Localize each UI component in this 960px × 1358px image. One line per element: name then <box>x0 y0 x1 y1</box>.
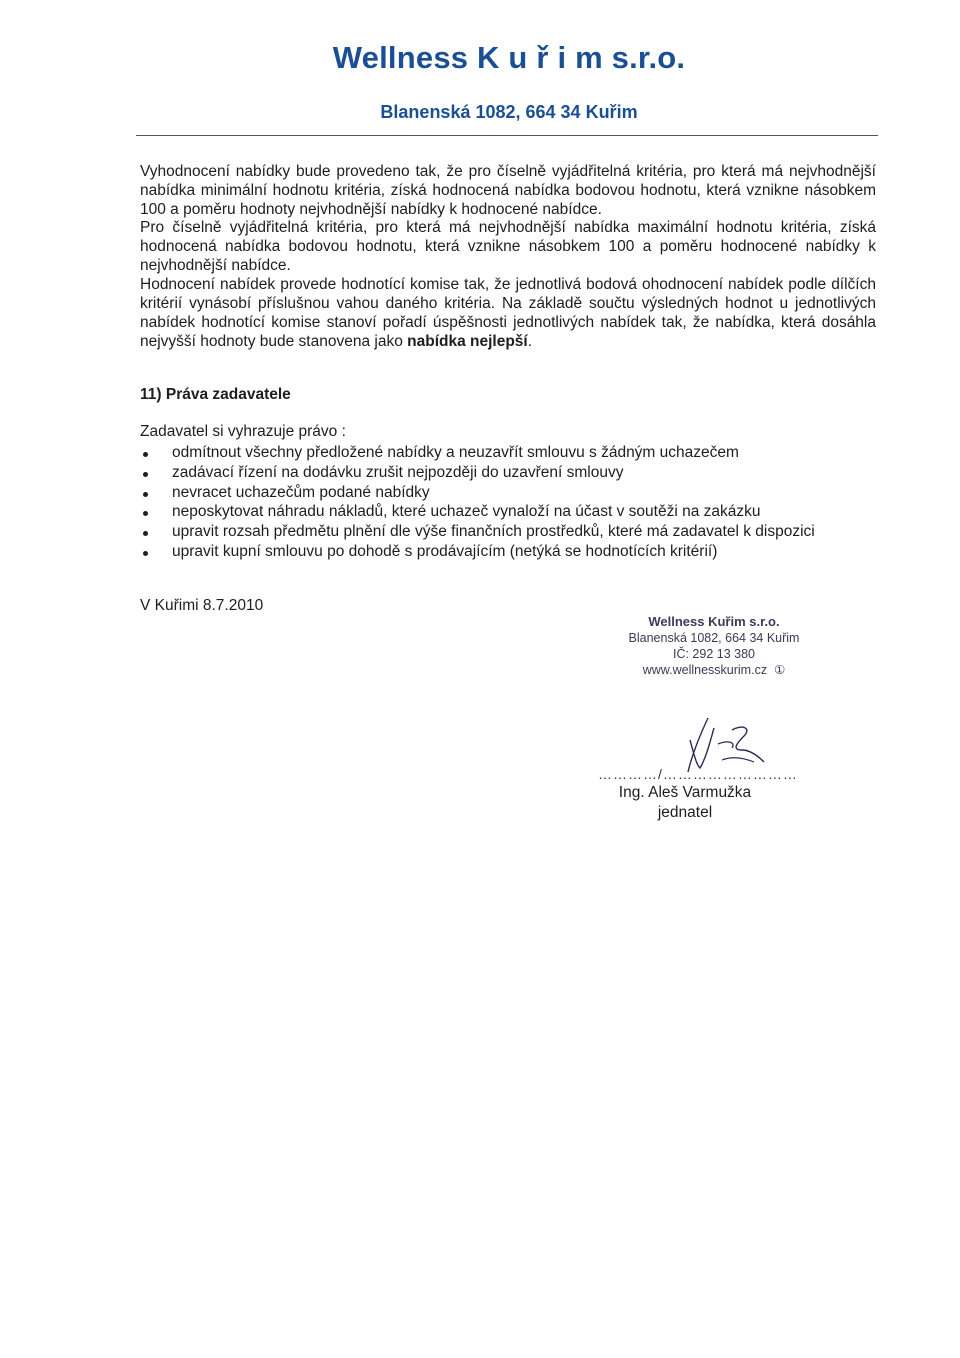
company-name: Wellness K u ř i m s.r.o. <box>332 40 686 75</box>
section-intro: Zadavatel si vyhrazuje právo : <box>140 423 346 440</box>
paragraph-evaluation-committee <box>140 275 876 351</box>
paragraph-evaluation-min: Vyhodnocení nabídky bude provedeno tak, že pro číselně vyjádřitelná kritéria, pro která má nejvhodnější nabídka minimální hodnotu kritéria, získá hodnocená nabídka bodovou hodnotu, která vznikne násobkem 100 a poměru hodnoty nejvhodnější nabídky k hodnocené nabídce. <box>140 163 876 218</box>
list-item: zadávací řízení na dodávku zrušit nejpozději do uzavření smlouvy <box>140 463 880 483</box>
list-item: nevracet uchazečům podané nabídky <box>140 483 880 503</box>
signer-block <box>585 783 785 823</box>
stamp-web-line <box>604 662 824 678</box>
stamp-mark: ① <box>774 663 786 677</box>
stamp-ic: IČ: 292 13 380 <box>672 647 755 661</box>
paragraph-period: . <box>527 333 533 350</box>
paragraph-evaluation-max: Pro číselně vyjádřitelná kritéria, pro která má nejvhodnější nabídka maximální hodnotu kritéria, získá hodnocená nabídka bodovou hodnotu, která vznikne násobkem 100 a poměru hodnocené nabídky k nejvhodnější nabídce. <box>140 219 876 274</box>
header-divider <box>136 135 878 136</box>
signer-role: jednatel <box>657 804 713 821</box>
best-offer-emphasis: nabídka nejlepší <box>407 333 528 350</box>
paragraph-text: Hodnocení nabídek provede hodnotící komise tak, že jednotlivá bodová ohodnocení nabídek podle dílčích kritérií vynásobí příslušnou vahou daného kritéria. Na základě součtu výsledných hodnot u jednotlivých nabídek hodnotící komise stanoví pořadí úspěšnosti jednotlivých nabídek tak, že nabídka, která dosáhla nejvyšší hodnoty bude stanovena jako <box>140 276 876 350</box>
section-heading: 11) Práva zadavatele <box>140 386 291 403</box>
signature-line: …………/……………………… <box>598 766 798 782</box>
list-item: odmítnout všechny předložené nabídky a neuzavřít smlouvu s žádným uchazečem <box>140 443 880 463</box>
list-item: upravit kupní smlouvu po dohodě s prodávajícím (netýká se hodnotících kritérií) <box>140 542 880 562</box>
list-item: neposkytovat náhradu nákladů, které uchazeč vynaloží na účast v soutěži na zakázku <box>140 502 880 522</box>
company-address: Blanenská 1082, 664 34 Kuřim <box>380 102 638 122</box>
place-date: V Kuřimi 8.7.2010 <box>140 597 264 614</box>
signer-name: Ing. Aleš Varmužka <box>618 784 752 801</box>
stamp-name: Wellness Kuřim s.r.o. <box>648 614 780 629</box>
list-item: upravit rozsah předmětu plnění dle výše finančních prostředků, které má zadavatel k dispozici <box>140 522 880 542</box>
stamp-web: www.wellnesskurim.cz <box>642 663 768 677</box>
rights-list <box>140 443 880 562</box>
company-stamp <box>604 614 824 678</box>
stamp-address: Blanenská 1082, 664 34 Kuřim <box>628 631 800 645</box>
